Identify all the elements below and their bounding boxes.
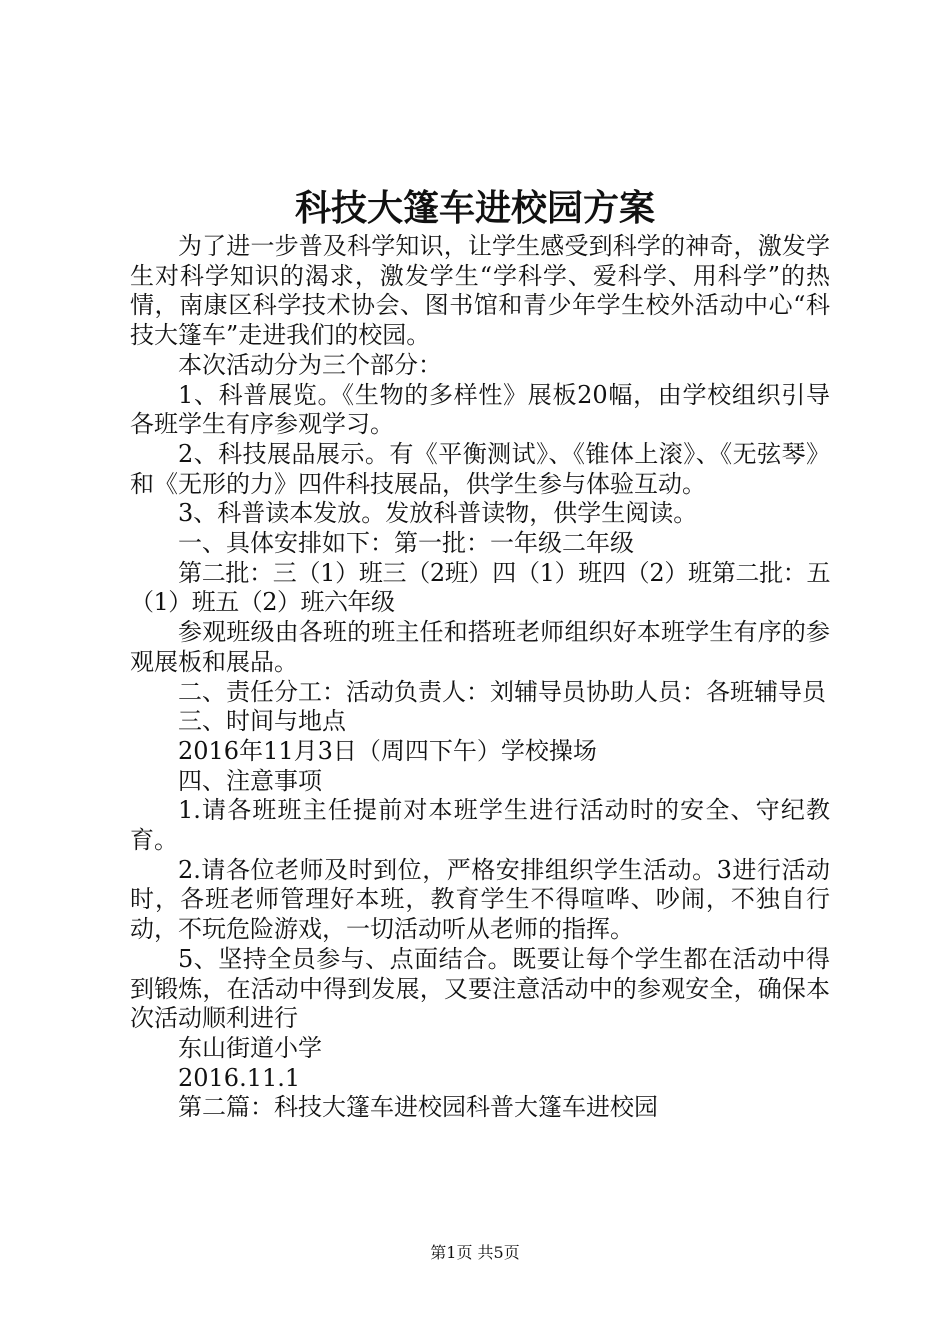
paragraph-date-location: 2016年11月3日（周四下午）学校操场 <box>178 736 597 765</box>
paragraph-part-1: 1、科普展览。《生物的多样性》展板20幅，由学校组织引导各班学生有序参观学习。 <box>130 380 830 439</box>
document-title: 科技大篷车进校园方案 <box>294 187 655 229</box>
paragraph-part-3: 3、科普读本发放。发放科普读物，供学生阅读。 <box>178 499 698 528</box>
paragraph-note-1: 1.请各班班主任提前对本班学生进行活动时的安全、守纪教育。 <box>130 796 830 855</box>
paragraph-second-batch: 第二批：三（1）班三（2班）四（1）班四（2）班第二批：五（1）班五（2）班六年级 <box>130 558 830 617</box>
paragraph-second-article: 第二篇：科技大篷车进校园科普大篷车进校园 <box>178 1093 658 1122</box>
paragraph-parts-heading: 本次活动分为三个部分： <box>178 350 442 379</box>
paragraph-notes-heading: 四、注意事项 <box>178 766 322 795</box>
paragraph-responsibilities: 二、责任分工：活动负责人：刘辅导员协助人员：各班辅导员 <box>178 677 826 706</box>
paragraph-part-2: 2、科技展品展示。有《平衡测试》、《锥体上滚》、《无弦琴》和《无形的力》四件科技展品，供学生参与体验互动。 <box>130 439 830 498</box>
paragraph-note-2: 2.请各位老师及时到位，严格安排组织学生活动。3进行活动时，各班老师管理好本班，教育学生不得喧哗、吵闹，不独自行动，不玩危险游戏，一切活动听从老师的指挥。 <box>130 855 830 944</box>
paragraph-date: 2016.11.1 <box>178 1063 301 1092</box>
paragraph-visiting-classes: 参观班级由各班的班主任和搭班老师组织好本班学生有序的参观展板和展品。 <box>130 618 830 676</box>
paragraph-time-place-heading: 三、时间与地点 <box>178 707 346 736</box>
document-body <box>130 232 830 1123</box>
paragraph-school-name: 东山街道小学 <box>178 1033 322 1062</box>
paragraph-note-5: 5、坚持全员参与、点面结合。既要让每个学生都在活动中得到锻炼，在活动中得到发展，又要注意活动中的参观安全，确保本次活动顺利进行 <box>130 944 830 1033</box>
page-number: 第1页 共5页 <box>430 1243 520 1262</box>
paragraph-intro: 为了进一步普及科学知识，让学生感受到科学的神奇，激发学生对科学知识的渴求，激发学生“学科学、爱科学、用科学”的热情，南康区科学技术协会、图书馆和青少年学生校外活动中心“科技大篷车”走进我们的校园。 <box>130 232 830 350</box>
paragraph-schedule: 一、具体安排如下：第一批：一年级二年级 <box>178 529 634 558</box>
